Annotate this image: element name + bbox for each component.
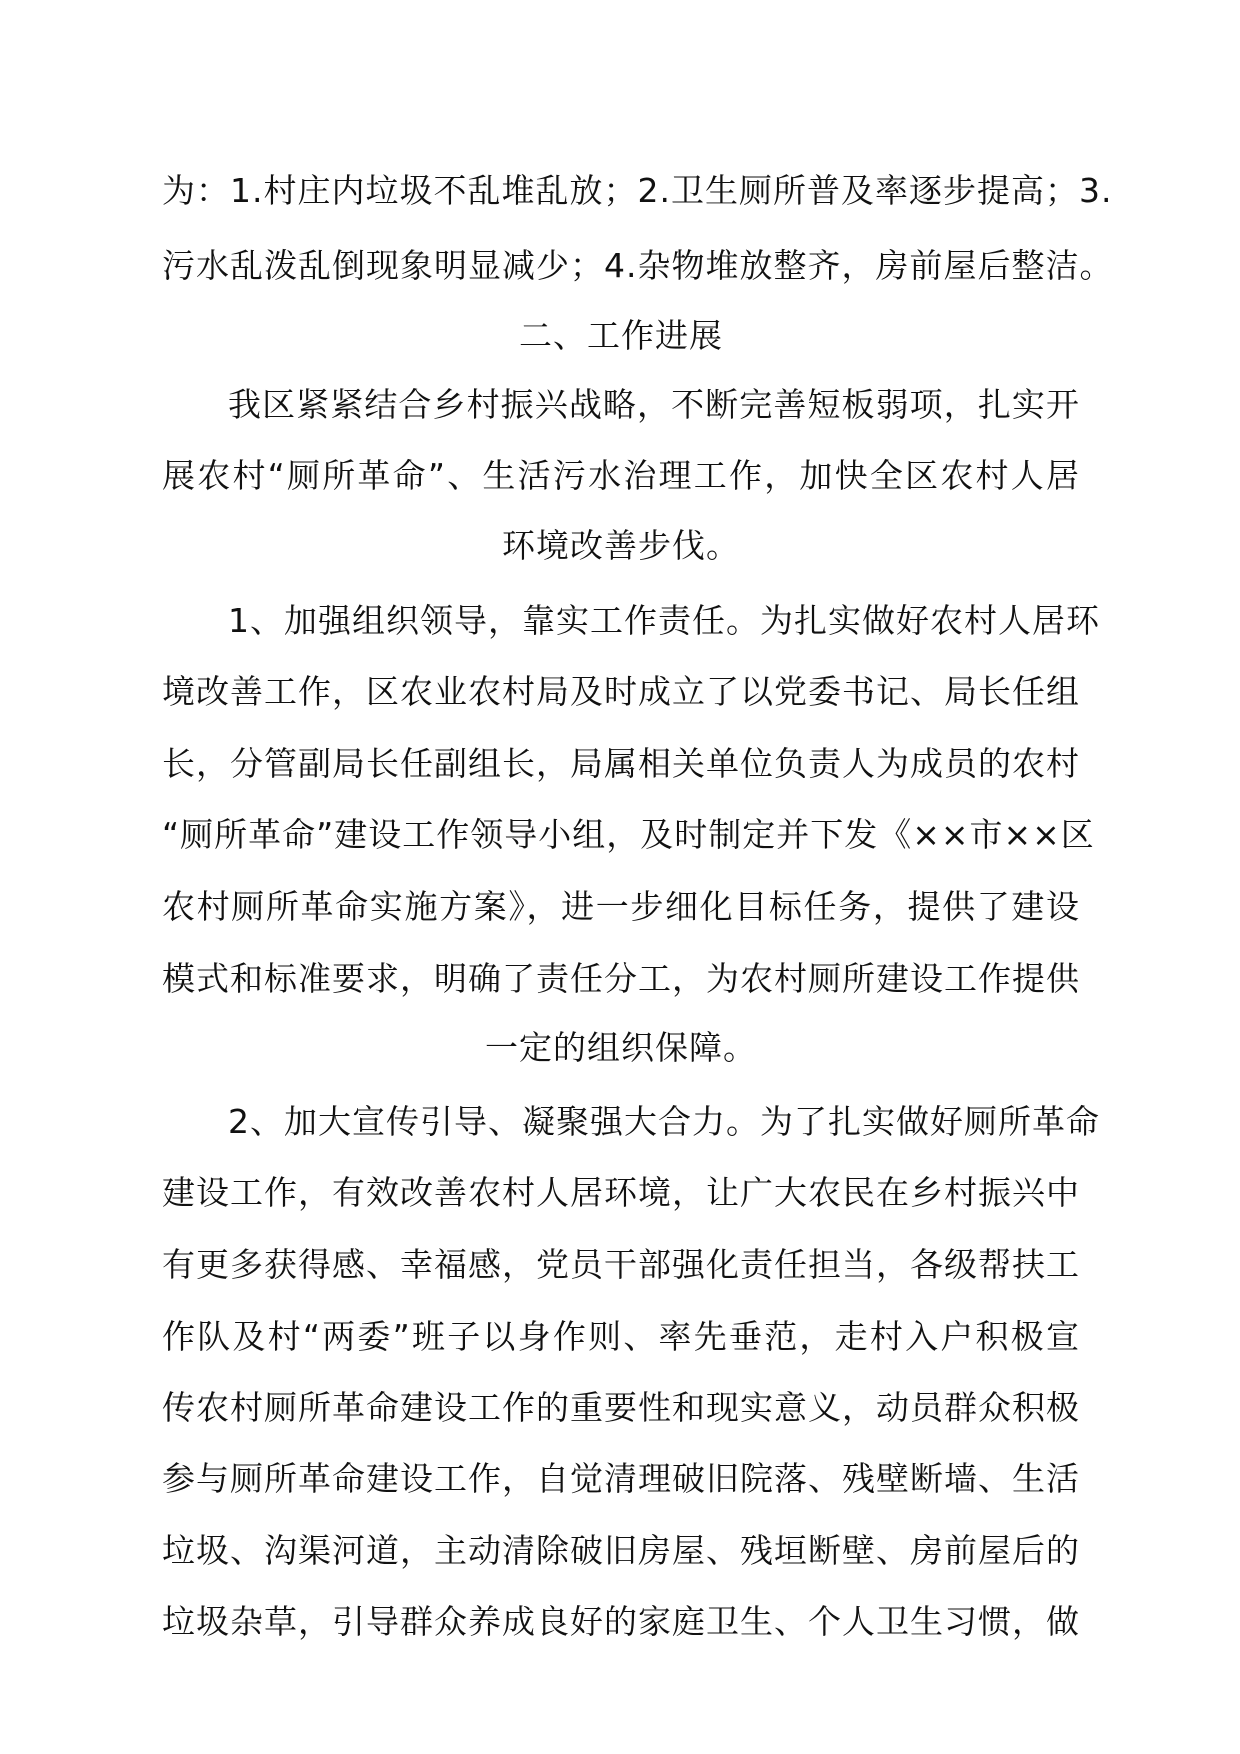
text-line-19: 参与厕所革命建设工作，自觉清理破旧院落、残壁断墙、生活: [162, 1459, 1080, 1498]
text-line-7: 1、加强组织领导，靠实工作责任。为扎实做好农村人居环: [228, 601, 1100, 640]
text-line-18: 传农村厕所革命建设工作的重要性和现实意义，动员群众积极: [162, 1388, 1080, 1427]
text-line-13: 一定的组织保障。: [485, 1028, 757, 1067]
body-text-line: [0, 585, 1240, 657]
text-line-8: 境改善工作，区农业农村局及时成立了以党委书记、局长任组: [162, 672, 1080, 711]
text-line-16: 有更多获得感、幸福感，党员干部强化责任担当，各级帮扶工: [162, 1245, 1080, 1284]
section-heading: [0, 300, 1240, 372]
text-line-12: 模式和标准要求，明确了责任分工，为农村厕所建设工作提供: [162, 959, 1080, 998]
text-line-2: 污水乱泼乱倒现象明显减少；4.杂物堆放整齐，房前屋后整洁。: [162, 246, 1114, 285]
body-text-line: [0, 1012, 1240, 1084]
body-text-line: [0, 1586, 1240, 1658]
text-line-5: 展农村“厕所革命”、生活污水治理工作，加快全区农村人居: [162, 456, 1080, 495]
text-line-15: 建设工作，有效改善农村人居环境，让广大农民在乡村振兴中: [162, 1173, 1080, 1212]
body-text-line: [0, 230, 1240, 302]
body-text-line: [0, 369, 1240, 441]
text-line-21: 垃圾杂草，引导群众养成良好的家庭卫生、个人卫生习惯，做: [162, 1602, 1080, 1641]
body-text-line: [0, 656, 1240, 728]
body-text-line: [0, 510, 1240, 582]
text-line-1: 为：1.村庄内垃圾不乱堆乱放；2.卫生厕所普及率逐步提高；3.: [162, 171, 1113, 210]
body-text-line: [0, 728, 1240, 800]
text-line-9: 长，分管副局长任副组长，局属相关单位负责人为成员的农村: [162, 744, 1080, 783]
body-text-line: [0, 1086, 1240, 1158]
body-text-line: [0, 1372, 1240, 1444]
body-text-line: [0, 440, 1240, 512]
body-text-line: [0, 1515, 1240, 1587]
text-line-20: 垃圾、沟渠河道，主动清除破旧房屋、残垣断壁、房前屋后的: [162, 1531, 1080, 1570]
body-text-line: [0, 1301, 1240, 1373]
body-text-line: [0, 1443, 1240, 1515]
body-text-line: [0, 155, 1240, 227]
text-line-6: 环境改善步伐。: [502, 526, 740, 565]
text-line-4: 我区紧紧结合乡村振兴战略，不断完善短板弱项，扎实开: [228, 385, 1080, 424]
body-text-line: [0, 799, 1240, 871]
text-line-11: 农村厕所革命实施方案》，进一步细化目标任务，提供了建设: [162, 887, 1080, 926]
section-heading-text: 二、工作进展: [519, 316, 723, 355]
body-text-line: [0, 1157, 1240, 1229]
body-text-line: [0, 943, 1240, 1015]
text-line-10: “厕所革命”建设工作领导小组，及时制定并下发《××市××区: [162, 815, 1095, 854]
body-text-line: [0, 1229, 1240, 1301]
text-line-17: 作队及村“两委”班子以身作则、率先垂范，走村入户积极宣: [162, 1317, 1080, 1356]
body-text-line: [0, 871, 1240, 943]
text-line-14: 2、加大宣传引导、凝聚强大合力。为了扎实做好厕所革命: [228, 1102, 1100, 1141]
